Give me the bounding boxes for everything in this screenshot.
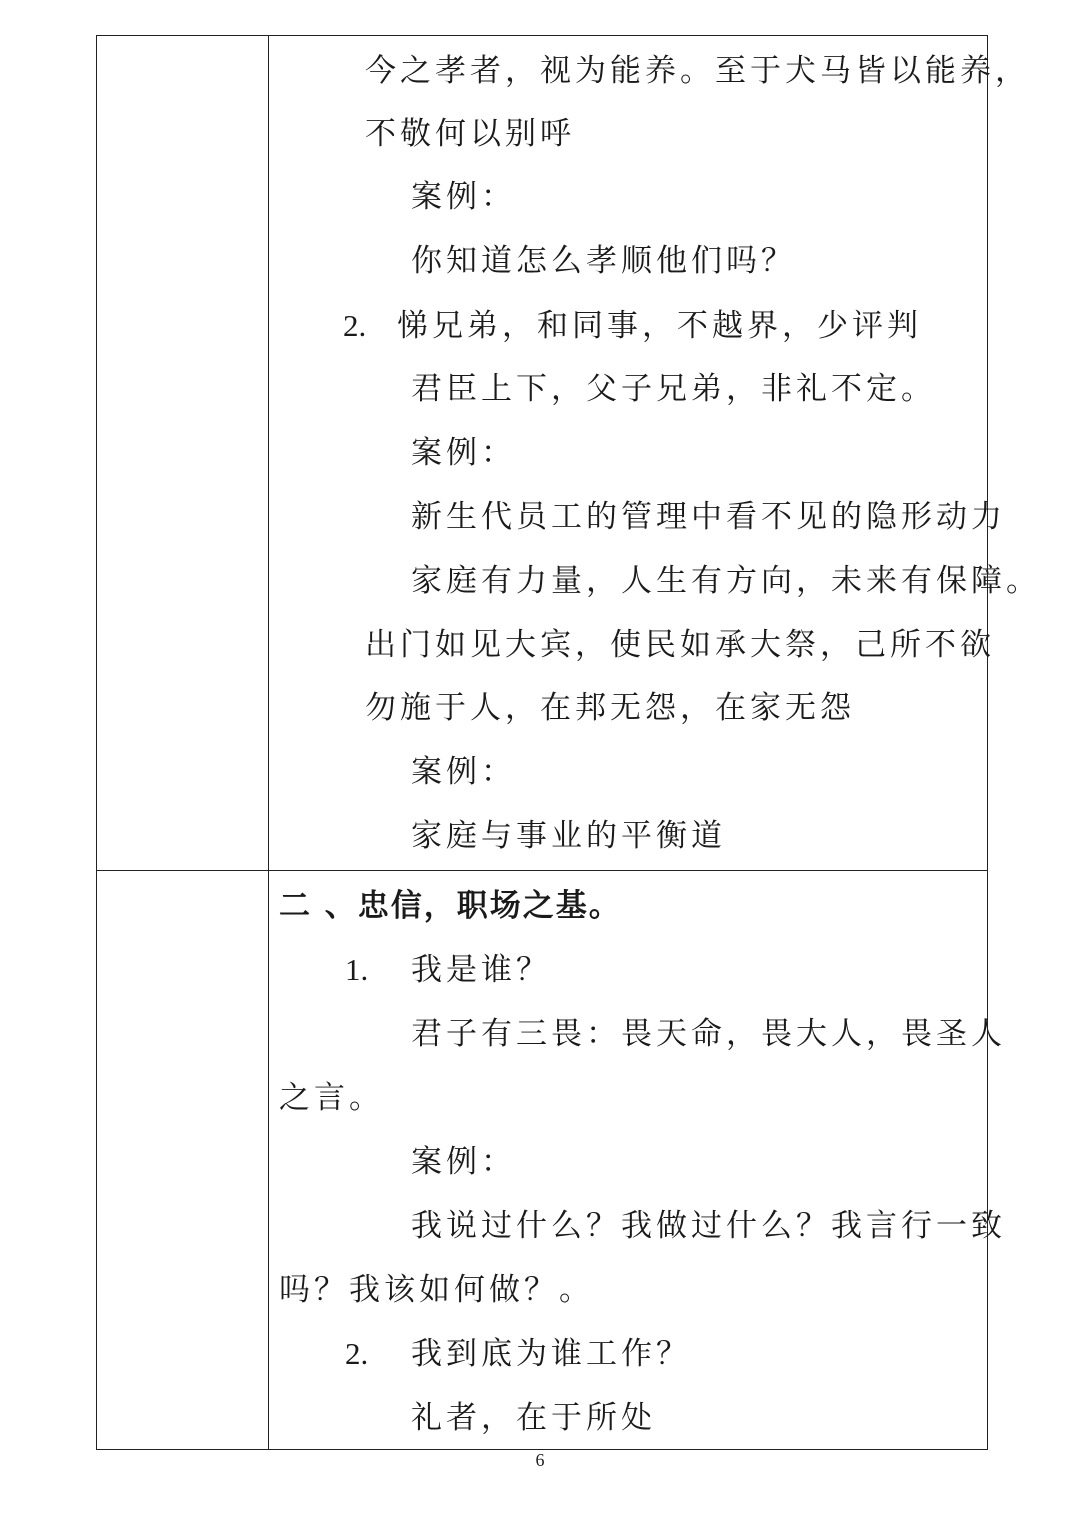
text-line: 家庭有力量，人生有方向，未来有保障。	[411, 563, 1041, 599]
table-row	[97, 871, 988, 1450]
case-label: 案例：	[411, 1144, 516, 1180]
page-number: 6	[535, 1450, 545, 1470]
text-line: 礼者，在于所处	[411, 1400, 656, 1436]
case-label: 案例：	[411, 435, 516, 471]
list-number: 2.	[345, 1336, 369, 1371]
table-row	[97, 36, 988, 871]
text-line: 新生代员工的管理中看不见的隐形动力	[411, 499, 1006, 535]
text-line: 家庭与事业的平衡道	[411, 818, 726, 854]
list-number: 2.	[343, 308, 367, 343]
text-line: 今之孝者，视为能养。至于犬马皆以能养，	[365, 53, 1030, 89]
case-label: 案例：	[411, 179, 516, 215]
table-left-cell	[97, 36, 269, 871]
text-line: 吗？我该如何做？。	[279, 1272, 594, 1308]
list-item-heading: 我到底为谁工作？	[411, 1336, 691, 1372]
content-table	[96, 35, 1041, 1450]
text-line: 我说过什么？我做过什么？我言行一致	[411, 1208, 1006, 1244]
table-right-cell	[269, 871, 1006, 1450]
list-item-heading: 我是谁？	[411, 952, 551, 988]
list-number: 1.	[345, 952, 369, 987]
text-line: 出门如见大宾，使民如承大祭，己所不欲	[365, 627, 995, 663]
text-line: 君子有三畏：畏天命，畏大人，畏圣人	[411, 1016, 1006, 1052]
text-line: 你知道怎么孝顺他们吗？	[411, 243, 796, 279]
section-heading: 二 、忠信，职场之基。	[279, 888, 622, 924]
text-line: 勿施于人，在邦无怨，在家无怨	[365, 690, 855, 726]
case-label: 案例：	[411, 754, 516, 790]
table-left-cell	[97, 871, 269, 1450]
text-line: 之言。	[279, 1080, 384, 1116]
text-line: 君臣上下，父子兄弟，非礼不定。	[411, 371, 936, 407]
list-item-heading: 悌兄弟，和同事，不越界，少评判	[397, 308, 922, 344]
text-line: 不敬何以别呼	[365, 116, 575, 152]
table-right-cell	[269, 36, 1041, 871]
